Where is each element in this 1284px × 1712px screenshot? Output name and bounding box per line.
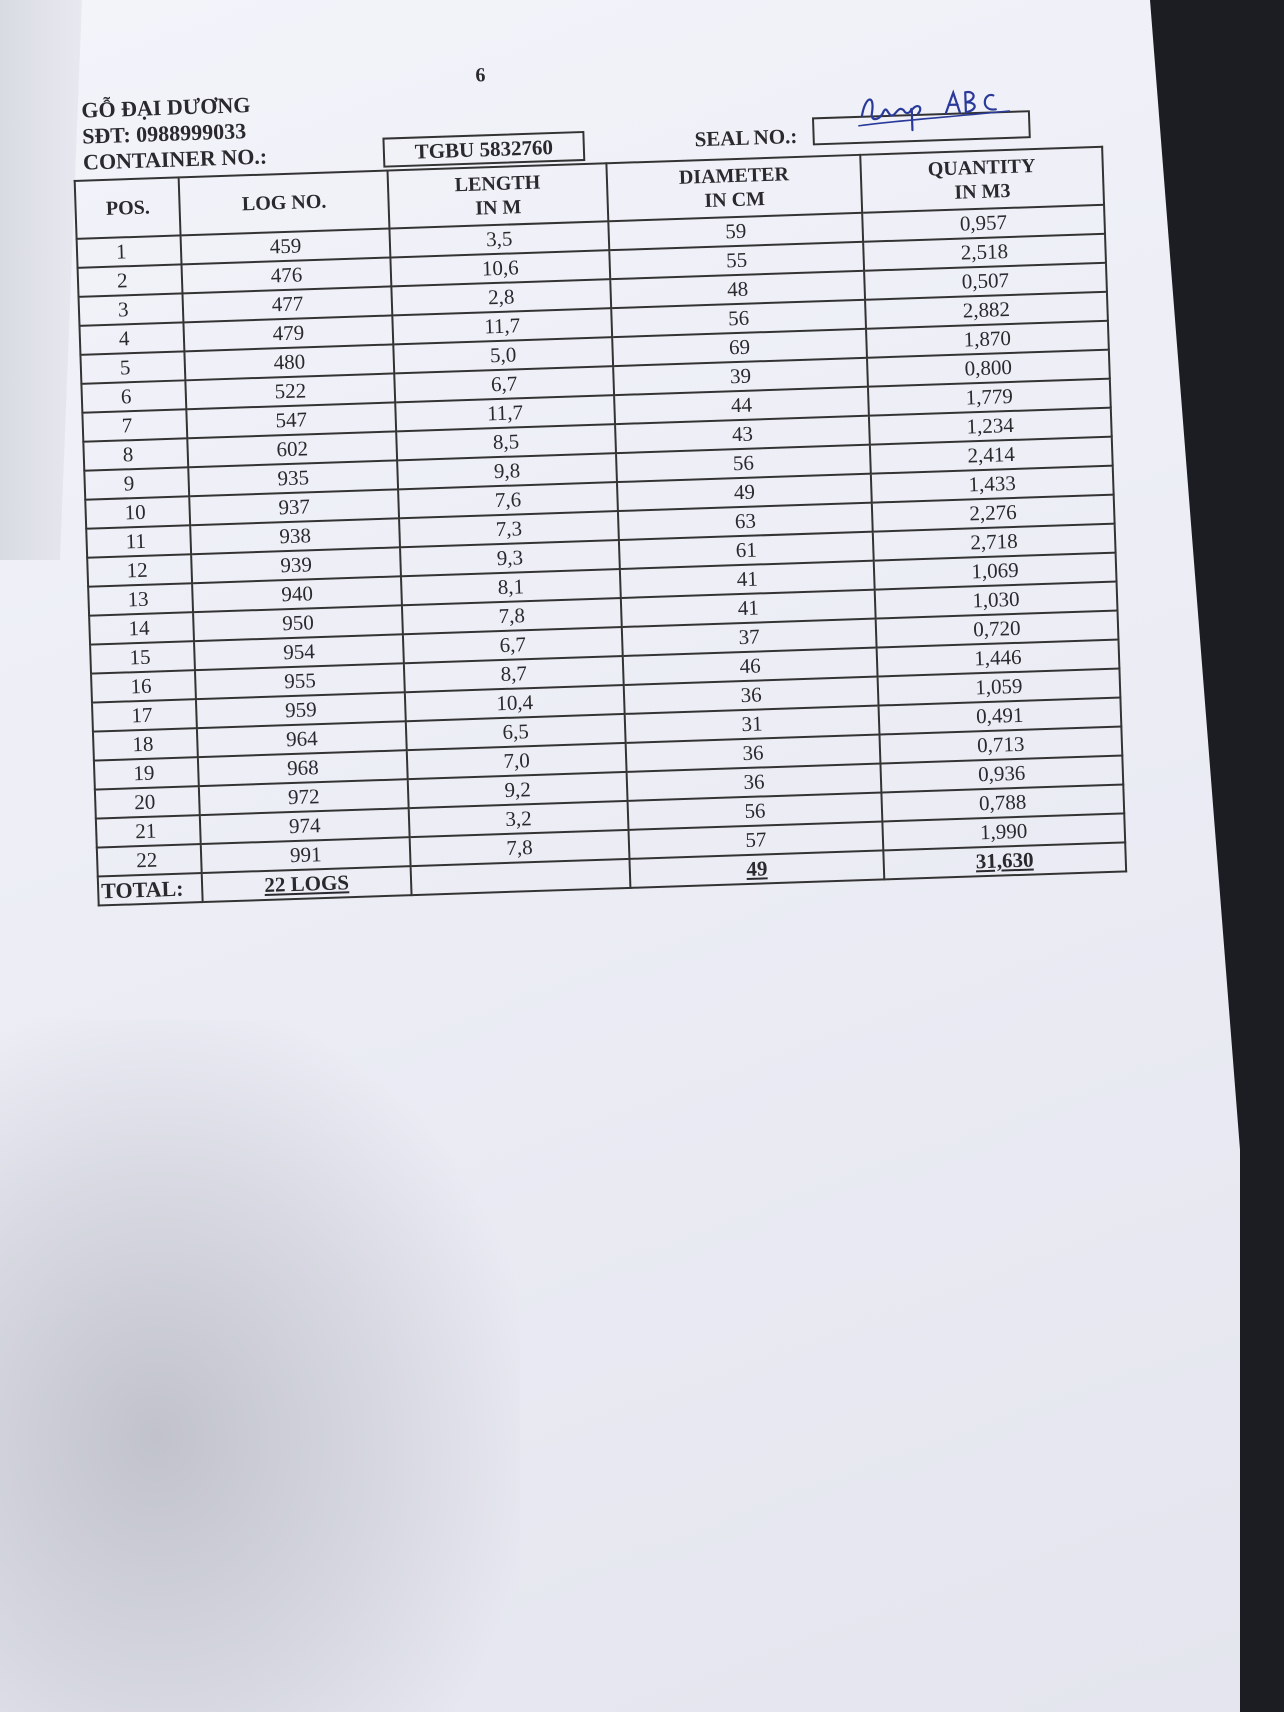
company-name: GỖ ĐẠI DƯƠNG: [80, 92, 251, 123]
row-diameter: 63: [618, 503, 872, 540]
row-quantity: 0,788: [881, 784, 1124, 821]
row-diameter: 37: [622, 619, 876, 656]
row-log-no: 955: [195, 663, 404, 699]
row-diameter: 31: [625, 706, 879, 743]
total-diameter: 49: [630, 850, 884, 887]
row-pos: 20: [95, 786, 200, 818]
row-quantity: 1,779: [868, 379, 1111, 416]
row-diameter: 39: [613, 358, 867, 395]
row-quantity: 0,720: [875, 611, 1118, 648]
row-log-no: 477: [183, 286, 392, 322]
row-quantity: 1,990: [882, 813, 1125, 850]
row-pos: 8: [83, 438, 188, 470]
row-length: 7,8: [409, 830, 629, 866]
row-pos: 1: [77, 235, 182, 267]
row-length: 8,7: [404, 656, 624, 692]
row-diameter: 46: [623, 648, 877, 685]
header-log-no: LOG NO.: [179, 171, 389, 236]
row-diameter: 36: [626, 735, 880, 772]
document-content: [70, 35, 1159, 970]
container-number: TGBU 5832760: [382, 131, 585, 168]
row-length: 11,7: [392, 308, 612, 344]
row-log-no: 991: [201, 837, 410, 873]
row-diameter: 56: [628, 793, 882, 830]
row-length: 7,3: [399, 511, 619, 547]
row-diameter: 56: [611, 300, 865, 337]
row-quantity: 1,030: [874, 582, 1117, 619]
row-quantity: 0,936: [880, 755, 1123, 792]
row-pos: 18: [93, 728, 198, 760]
row-log-no: 547: [187, 402, 396, 438]
total-quantity: 31,630: [883, 842, 1126, 879]
page-number: 6: [475, 64, 486, 87]
row-diameter: 36: [624, 677, 878, 714]
shadow-area: [0, 1020, 520, 1712]
row-diameter: 41: [621, 590, 875, 627]
row-diameter: 41: [620, 561, 874, 598]
handwritten-signature: [853, 81, 1015, 136]
row-diameter: 55: [610, 242, 864, 279]
log-table: [74, 143, 1128, 907]
row-log-no: 959: [196, 692, 405, 728]
row-pos: 7: [82, 409, 187, 441]
total-length: [410, 859, 630, 895]
row-quantity: 2,518: [863, 234, 1106, 271]
row-pos: 4: [79, 322, 184, 354]
row-pos: 2: [78, 264, 183, 296]
row-quantity: 0,507: [864, 263, 1107, 300]
row-diameter: 36: [627, 764, 881, 801]
row-log-no: 602: [188, 431, 397, 467]
row-pos: 14: [89, 612, 194, 644]
row-length: 6,5: [405, 714, 625, 750]
row-pos: 13: [88, 583, 193, 615]
row-quantity: 2,414: [870, 437, 1113, 474]
row-diameter: 44: [614, 387, 868, 424]
row-length: 7,0: [406, 743, 626, 779]
total-logs: 22 LOGS: [202, 866, 411, 902]
row-pos: 6: [81, 380, 186, 412]
row-length: 10,6: [390, 250, 610, 286]
row-log-no: 937: [190, 489, 399, 525]
row-diameter: 43: [615, 416, 869, 453]
row-diameter: 48: [610, 271, 864, 308]
row-pos: 22: [97, 844, 202, 876]
row-quantity: 2,718: [873, 524, 1116, 561]
row-pos: 19: [94, 757, 199, 789]
row-length: 6,7: [394, 366, 614, 402]
row-pos: 10: [85, 496, 190, 528]
row-length: 3,5: [389, 221, 609, 257]
row-log-no: 479: [184, 315, 393, 351]
row-quantity: 2,882: [865, 292, 1108, 329]
row-length: 9,2: [407, 772, 627, 808]
header-diameter: DIAMETER IN CM: [607, 155, 862, 221]
row-quantity: 1,870: [866, 321, 1109, 358]
header-quantity: QUANTITY IN M3: [860, 147, 1104, 213]
row-pos: 17: [92, 699, 197, 731]
row-quantity: 0,957: [862, 205, 1105, 242]
row-log-no: 974: [200, 808, 409, 844]
row-diameter: 57: [629, 821, 883, 858]
header-pos: POS.: [75, 177, 181, 238]
row-length: 3,2: [408, 801, 628, 837]
row-length: 9,8: [397, 453, 617, 489]
row-log-no: 935: [189, 460, 398, 496]
row-quantity: 1,059: [877, 669, 1120, 706]
row-pos: 9: [84, 467, 189, 499]
row-length: 6,7: [403, 627, 623, 663]
row-log-no: 939: [192, 547, 401, 583]
row-length: 8,1: [401, 569, 621, 605]
row-log-no: 940: [193, 576, 402, 612]
row-log-no: 954: [194, 634, 403, 670]
row-pos: 16: [91, 670, 196, 702]
row-log-no: 938: [191, 518, 400, 554]
row-log-no: 950: [194, 605, 403, 641]
row-length: 2,8: [391, 279, 611, 315]
row-pos: 12: [87, 554, 192, 586]
total-label: TOTAL:: [98, 873, 203, 905]
company-phone: SĐT: 0988999033: [81, 118, 247, 149]
row-diameter: 69: [612, 329, 866, 366]
row-length: 10,4: [405, 685, 625, 721]
row-log-no: 522: [186, 373, 395, 409]
row-quantity: 0,713: [879, 727, 1122, 764]
row-quantity: 2,276: [872, 495, 1115, 532]
row-log-no: 968: [198, 750, 407, 786]
row-length: 5,0: [393, 337, 613, 373]
company-info: [81, 92, 268, 176]
row-log-no: 459: [181, 229, 390, 265]
row-log-no: 972: [199, 779, 408, 815]
row-quantity: 1,234: [869, 408, 1112, 445]
row-length: 8,5: [396, 424, 616, 460]
row-diameter: 61: [619, 532, 873, 569]
row-length: 9,3: [400, 540, 620, 576]
row-log-no: 480: [185, 344, 394, 380]
row-length: 7,6: [398, 482, 618, 518]
row-log-no: 476: [182, 257, 391, 293]
row-diameter: 49: [617, 474, 871, 511]
seal-label: SEAL NO.:: [694, 123, 798, 152]
row-pos: 3: [79, 293, 184, 325]
row-diameter: 56: [616, 445, 870, 482]
row-length: 7,8: [402, 598, 622, 634]
row-quantity: 1,069: [873, 553, 1116, 590]
row-quantity: 1,433: [871, 466, 1114, 503]
row-pos: 15: [90, 641, 195, 673]
row-diameter: 59: [609, 213, 863, 250]
header-length: LENGTH IN M: [387, 163, 608, 228]
row-quantity: 1,446: [876, 640, 1119, 677]
row-log-no: 964: [197, 721, 406, 757]
row-length: 11,7: [395, 395, 615, 431]
row-pos: 5: [80, 351, 185, 383]
row-pos: 11: [86, 525, 191, 557]
row-quantity: 0,491: [878, 698, 1121, 735]
container-label: CONTAINER NO.:: [82, 143, 268, 175]
row-pos: 21: [96, 815, 201, 847]
row-quantity: 0,800: [867, 350, 1110, 387]
